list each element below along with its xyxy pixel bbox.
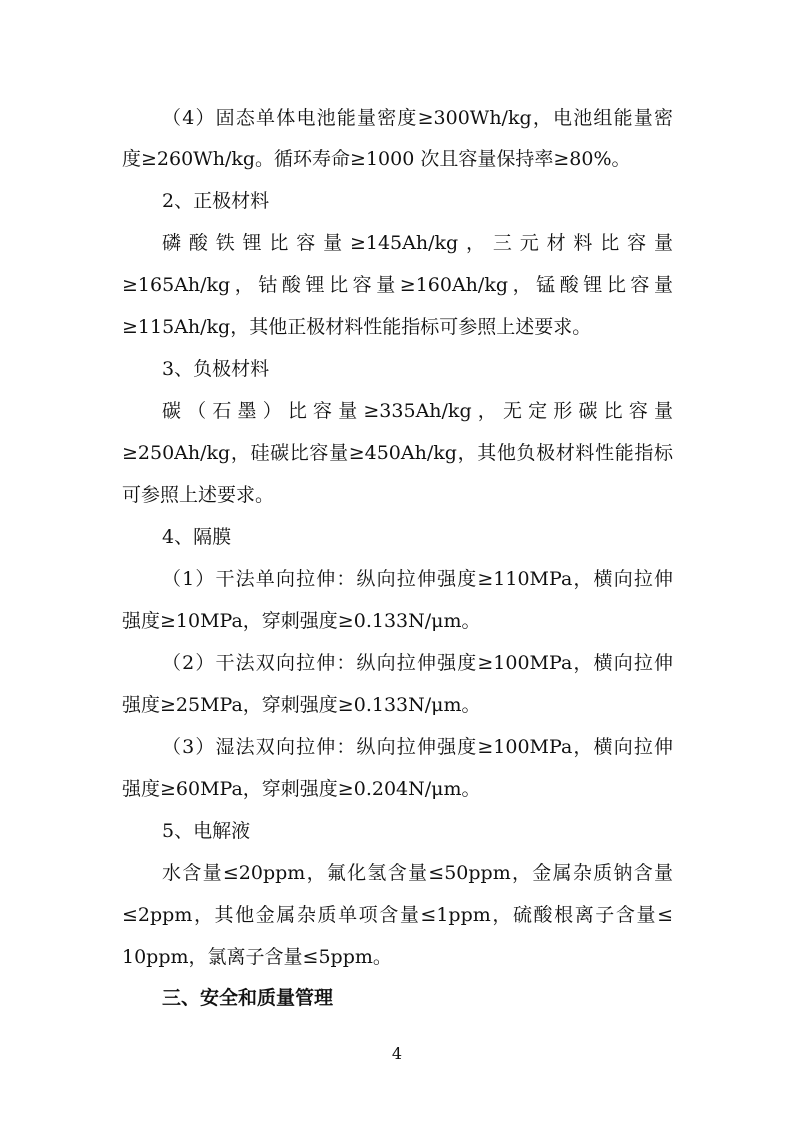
chapter-heading: 三、安全和质量管理 bbox=[162, 987, 334, 1009]
section-heading: 2、正极材料 bbox=[162, 190, 270, 212]
paragraph-line: （4）固态单体电池能量密度≥300Wh/kg，电池组能量密 bbox=[162, 107, 673, 129]
paragraph-line: 强度≥60MPa，穿刺强度≥0.204N/μm。 bbox=[122, 778, 481, 800]
section-heading: 3、负极材料 bbox=[162, 358, 270, 380]
paragraph-line: 磷酸铁锂比容量≥145Ah/kg，三元材料比容量 bbox=[162, 232, 673, 254]
section-heading: 5、电解液 bbox=[162, 820, 251, 842]
paragraph-line: 度≥260Wh/kg。循环寿命≥1000 次且容量保持率≥80%。 bbox=[122, 148, 631, 170]
paragraph-line: （3）湿法双向拉伸：纵向拉伸强度≥100MPa，横向拉伸 bbox=[162, 736, 673, 758]
paragraph-line: ≥250Ah/kg，硅碳比容量≥450Ah/kg，其他负极材料性能指标 bbox=[122, 442, 673, 464]
paragraph-line: 可参照上述要求。 bbox=[122, 484, 275, 506]
paragraph-line: 强度≥25MPa，穿刺强度≥0.133N/μm。 bbox=[122, 694, 481, 716]
section-heading: 4、隔膜 bbox=[162, 526, 232, 548]
paragraph-line: 水含量≤20ppm，氟化氢含量≤50ppm，金属杂质钠含量 bbox=[162, 862, 673, 884]
paragraph-line: 碳（石墨）比容量≥335Ah/kg，无定形碳比容量 bbox=[162, 400, 673, 422]
paragraph-line: ≤2ppm，其他金属杂质单项含量≤1ppm，硫酸根离子含量≤ bbox=[122, 904, 673, 926]
paragraph-line: ≥115Ah/kg，其他正极材料性能指标可参照上述要求。 bbox=[122, 316, 592, 338]
paragraph-line: 强度≥10MPa，穿刺强度≥0.133N/μm。 bbox=[122, 610, 481, 632]
paragraph-line: ≥165Ah/kg，钴酸锂比容量≥160Ah/kg，锰酸锂比容量 bbox=[122, 274, 673, 296]
page-number: 4 bbox=[391, 1044, 403, 1063]
paragraph-line: （1）干法单向拉伸：纵向拉伸强度≥110MPa，横向拉伸 bbox=[162, 568, 673, 590]
paragraph-line: （2）干法双向拉伸：纵向拉伸强度≥100MPa，横向拉伸 bbox=[162, 652, 673, 674]
paragraph-line: 10ppm，氯离子含量≤5ppm。 bbox=[122, 946, 392, 968]
